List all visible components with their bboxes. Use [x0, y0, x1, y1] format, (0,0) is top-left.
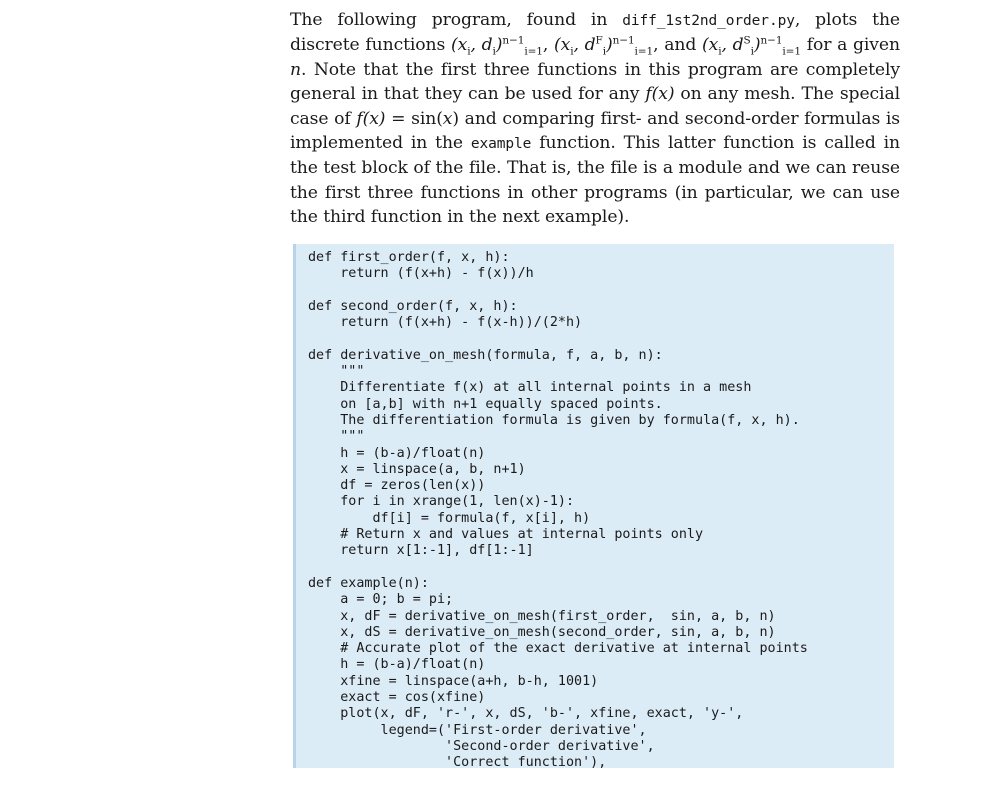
text-run: for a given [800, 35, 900, 56]
code-line: x = linspace(a, b, n+1) [308, 461, 526, 477]
code-line: return (f(x+h) - f(x))/h [308, 266, 534, 282]
text-run: and comparing first- and second-order formulas is implemented in the [290, 108, 900, 154]
text-run: The following program, found in [290, 10, 623, 30]
code-line: x, dF = derivative_on_mesh(first_order, sin, a, b, n) [308, 608, 776, 624]
text-run: . Note that the first three functions in this program are completely general in that they can be used for any [290, 59, 900, 105]
code-line: return x[1:-1], df[1:-1] [308, 543, 534, 559]
text-run: function. This latter function is called in the test block of the file. That is, the file is a module and we can reuse the first three functions in other programs (in particular, we can use the third function in the next example). [290, 133, 900, 228]
file-name: diff_1st2nd_order.py [622, 13, 795, 29]
code-line: df[i] = formula(f, x[i], h) [308, 510, 591, 526]
text-run: , plots the discrete functions [290, 10, 900, 56]
code-line: exact = cos(xfine) [308, 690, 486, 706]
math-seq-dF: ($x_i$, $d^F_i)^{n-1}_{i=1}$ [554, 34, 654, 58]
code-line: Differentiate f(x) at all internal points in a mesh [308, 380, 752, 396]
code-line: def second_order(f, x, h): [308, 298, 518, 314]
code-line: h = (b-a)/float(n) [308, 657, 486, 673]
code-line: legend=('First-order derivative', [308, 722, 647, 738]
math-seq-dS: ($x_i$, $d^S_i)^{n-1}_{i=1}$ [701, 34, 801, 58]
function-name: example [470, 136, 532, 153]
code-line: The differentiation formula is given by formula(f, x, h). [308, 412, 800, 428]
code-line: return (f(x+h) - f(x-h))/(2*h) [308, 315, 583, 331]
document-page [290, 0, 900, 230]
math-f-eq-sin: f(x) = sin(x) [356, 108, 459, 129]
code-line: def derivative_on_mesh(formula, f, a, b, n): [308, 347, 663, 363]
code-line: """ [308, 364, 365, 380]
code-line: on [a,b] with n+1 equally spaced points. [308, 396, 663, 412]
code-line: # Accurate plot of the exact derivative at internal points [308, 641, 808, 657]
code-line: """ [308, 429, 365, 445]
code-line: 'Correct function'), [308, 755, 607, 771]
math-fx: f(x) [645, 84, 675, 105]
code-line: for i in xrange(1, len(x)-1): [308, 494, 575, 510]
code-line: a = 0; b = pi; [308, 592, 454, 608]
body-paragraph: The following program, found in diff_1st2nd_order.py, plots the discrete functions ($x_i$, $d_i)^{n-1}_{i=1}$, ($x_i$, $d^F_i)^{n-1}_{i=1}$, and ($x_i$, $d^S_i)^{n-1}_{i=1}$ for a given n. Note that the first three functions in this program are completely general in that they can be used for any f(x) on any mesh. The special case of f(x) = sin(x) and comparing first- and second-order formulas is implemented in the example function. This latter function is called in the test block of the file. That is, the file is a module and we can reuse the first three functions in other programs (in particular, we can use the third function in the next example). [290, 10, 900, 228]
code-line: x, dS = derivative_on_mesh(second_order, sin, a, b, n) [308, 624, 776, 640]
code-listing [293, 244, 894, 771]
math-n: n [290, 59, 301, 80]
code-line: df = zeros(len(x)) [308, 478, 486, 494]
text-run: on any mesh. The special case of [290, 84, 900, 129]
code-line: xfine = linspace(a+h, b-h, 1001) [308, 673, 599, 689]
code-block [296, 244, 894, 772]
text-run: , and [653, 35, 702, 56]
code-line: h = (b-a)/float(n) [308, 445, 486, 461]
code-line: plot(x, dF, 'r-', x, dS, 'b-', xfine, exact, 'y-', [308, 706, 744, 722]
code-line: def example(n): [308, 575, 429, 591]
math-seq-d: ($x_i$, $d_i)^{n-1}_{i=1}$ [451, 34, 543, 58]
code-line: def first_order(f, x, h): [308, 250, 510, 265]
code-line: 'Second-order derivative', [308, 738, 655, 754]
code-line: # Return x and values at internal points only [308, 527, 704, 543]
